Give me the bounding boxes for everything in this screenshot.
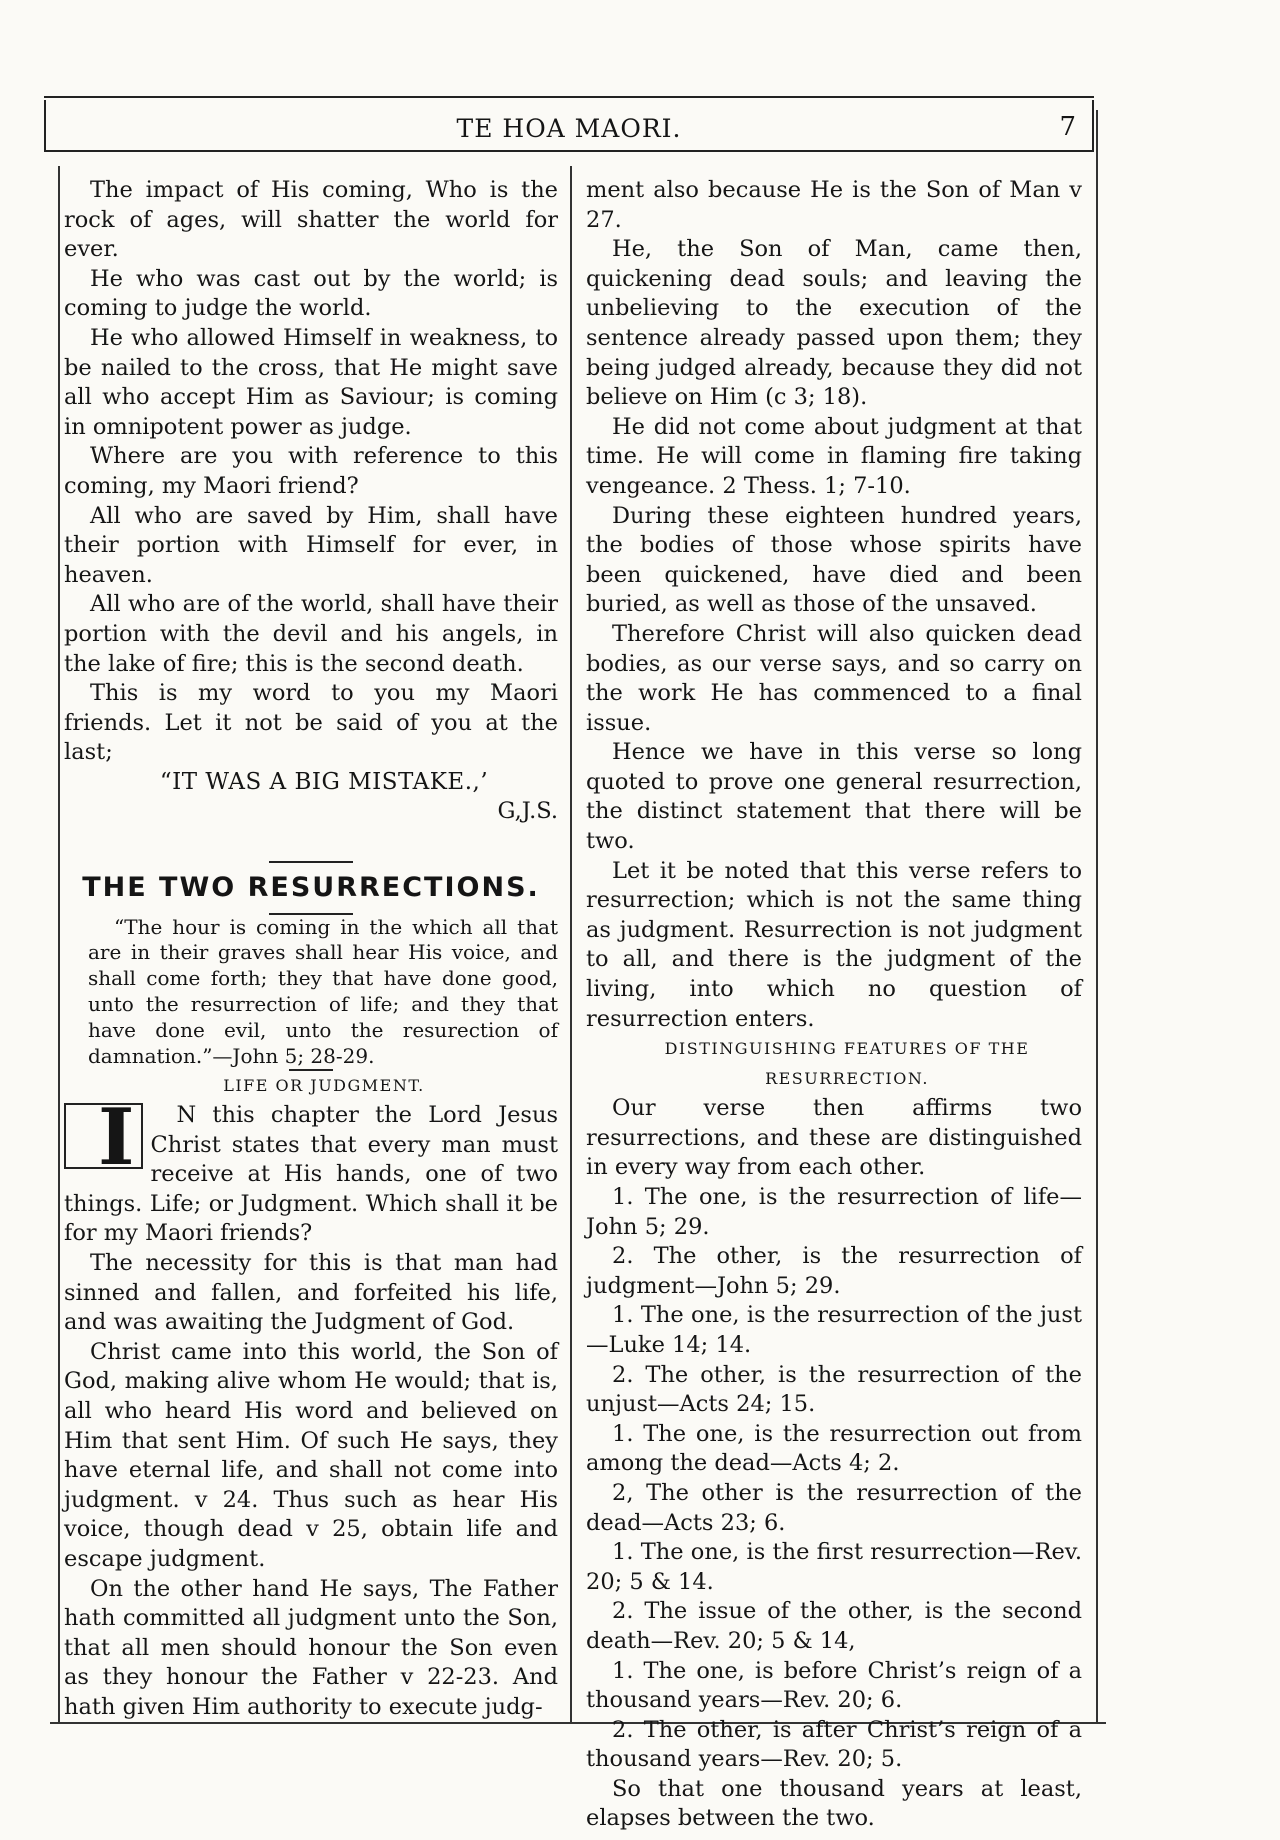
list-item: 2. The other, is the resurrection of the unjust—Acts 24; 15. xyxy=(586,1361,1082,1418)
subheading-line-1: DISTINGUISHING FEATURES OF THE xyxy=(664,1039,1030,1059)
author-signature: G,J.S. xyxy=(497,798,558,825)
paragraph: During these eighteen hundred years, the bodies of those whose spirits have been quickened, have died and been buried, as well as those of the unsaved. xyxy=(586,502,1082,618)
paragraph: He did not come about judgment at that time. He will come in flaming fire taking vengeance. 2 Thess. 1; 7-10. xyxy=(586,413,1082,499)
paragraph: So that one thousand years at least, elapses between the two. xyxy=(586,1775,1082,1832)
epigraph: “The hour is coming in the which all that are in their graves shall hear His voice, and shall come forth; they that have done good, unto the resurrection of life; and they that have done evil, unto the resurection of damnation.”—John 5; 28-29. xyxy=(88,914,558,1068)
list-item: 1. The one, is the first resurrection—Rev. 20; 5 & 14. xyxy=(586,1539,1082,1595)
closing-quote: “IT WAS A BIG MISTAKE.,’ xyxy=(159,768,489,795)
right-column xyxy=(586,176,1082,1834)
right-border-rule xyxy=(1096,110,1098,1722)
paragraph: On the other hand He says, The Father hath committed all judgment unto the Son, that all men should honour the Son even as they honour the Father v 22-23. And hath given Him authority to execute judg- xyxy=(64,1575,558,1720)
paragraph: He who was cast out by the world; is coming to judge the world. xyxy=(64,265,558,322)
section-title: THE TWO RESURRECTIONS. xyxy=(82,872,540,904)
list-item: 2. The other, is after Christ’s reign of a thousand years—Rev. 20; 5. xyxy=(586,1716,1082,1773)
intro-paragraphs xyxy=(64,176,558,768)
subheading-line-2: RESURRECTION. xyxy=(765,1069,929,1089)
running-title: TE HOA MAORI. xyxy=(456,114,682,143)
list-item: 1. The one, is before Christ’s reign of a thousand years—Rev. 20; 6. xyxy=(586,1657,1082,1714)
paragraph: The necessity for this is that man had sinned and fallen, and forfeited his life, and was awaiting the Judgment of God. xyxy=(64,1250,558,1336)
paragraph: He who allowed Himself in weakness, to be nailed to the cross, that He might save all who accept Him as Saviour; is coming in omnipotent power as judge. xyxy=(64,324,558,440)
paragraph: He, the Son of Man, came then, quickening dead souls; and leaving the unbelieving to the execution of the sentence already passed upon them; they being judged already, because they did not believe on Him (c 3; 18). xyxy=(586,236,1082,411)
list-item: 1. The one, is the resurrection of the just —Luke 14; 14. xyxy=(586,1302,1082,1358)
running-header xyxy=(44,100,1094,152)
list-item: 1. The one, is the resurrection of life—John 5; 29. xyxy=(586,1184,1082,1240)
left-border-rule xyxy=(58,166,60,1722)
paragraph: This is my word to you my Maori friends. Let it not be said of you at the last; xyxy=(64,680,558,766)
paragraph: Therefore Christ will also quicken dead bodies, as our verse says, and so carry on the work He has commenced to a final issue. xyxy=(586,620,1082,736)
left-column xyxy=(64,176,558,1723)
paragraph: Christ came into this world, the Son of God, making alive whom He would; that is, all who heard His word and believed on Him that sent Him. Of such He says, they have eternal life, and shall not come into judgment. v 24. Thus such as hear His voice, though dead v 25, obtain life and escape judgment. xyxy=(64,1338,558,1572)
dropcap-paragraph-text: N this chapter the Lord Jesus Christ states that every man must receive at His hands, one of two things. Life; or Judgment. Which shall it be for my Maori friends? xyxy=(64,1102,558,1247)
dropcap-paragraph xyxy=(64,1092,558,1249)
page-number: 7 xyxy=(1059,112,1076,142)
paragraph: The impact of His coming, Who is the rock of ages, will shatter the world for ever. xyxy=(64,177,558,263)
list-item: 2. The issue of the other, is the second death—Rev. 20; 5 & 14, xyxy=(586,1598,1082,1654)
list-item: 1. The one, is the resurrection out from among the dead—Acts 4; 2. xyxy=(586,1420,1082,1477)
list-item: 2. The other, is the resurrection of judgment—John 5; 29. xyxy=(586,1243,1082,1299)
paragraph: Hence we have in this verse so long quoted to prove one general resurrection, the distinct statement that there will be two. xyxy=(586,739,1082,855)
paragraph: All who are saved by Him, shall have their portion with Himself for ever, in heaven. xyxy=(64,502,558,588)
section-rule-top xyxy=(269,861,353,863)
drop-cap: I xyxy=(64,1103,143,1169)
paragraph: Let it be noted that this verse refers to resurrection; which is not the same thing as judgment. Resurrection is not judgment to all, and there is the judgment of the living, into which no question of resurrection enters. xyxy=(586,857,1082,1032)
list-item: 2, The other is the resurrection of the dead—Acts 23; 6. xyxy=(586,1479,1082,1536)
paragraph: All who are of the world, shall have their portion with the devil and his angels, in the lake of fire; this is the second death. xyxy=(64,591,558,677)
subheading: LIFE OR JUDGMENT. xyxy=(223,1076,425,1096)
column-divider xyxy=(570,166,572,1722)
paragraph: Our verse then affirms two resurrections, and these are distinguished in every way from each other. xyxy=(586,1095,1082,1181)
paragraph: ment also because He is the Son of Man v 27. xyxy=(586,177,1082,233)
paragraph: Where are you with reference to this coming, my Maori friend? xyxy=(64,443,558,499)
